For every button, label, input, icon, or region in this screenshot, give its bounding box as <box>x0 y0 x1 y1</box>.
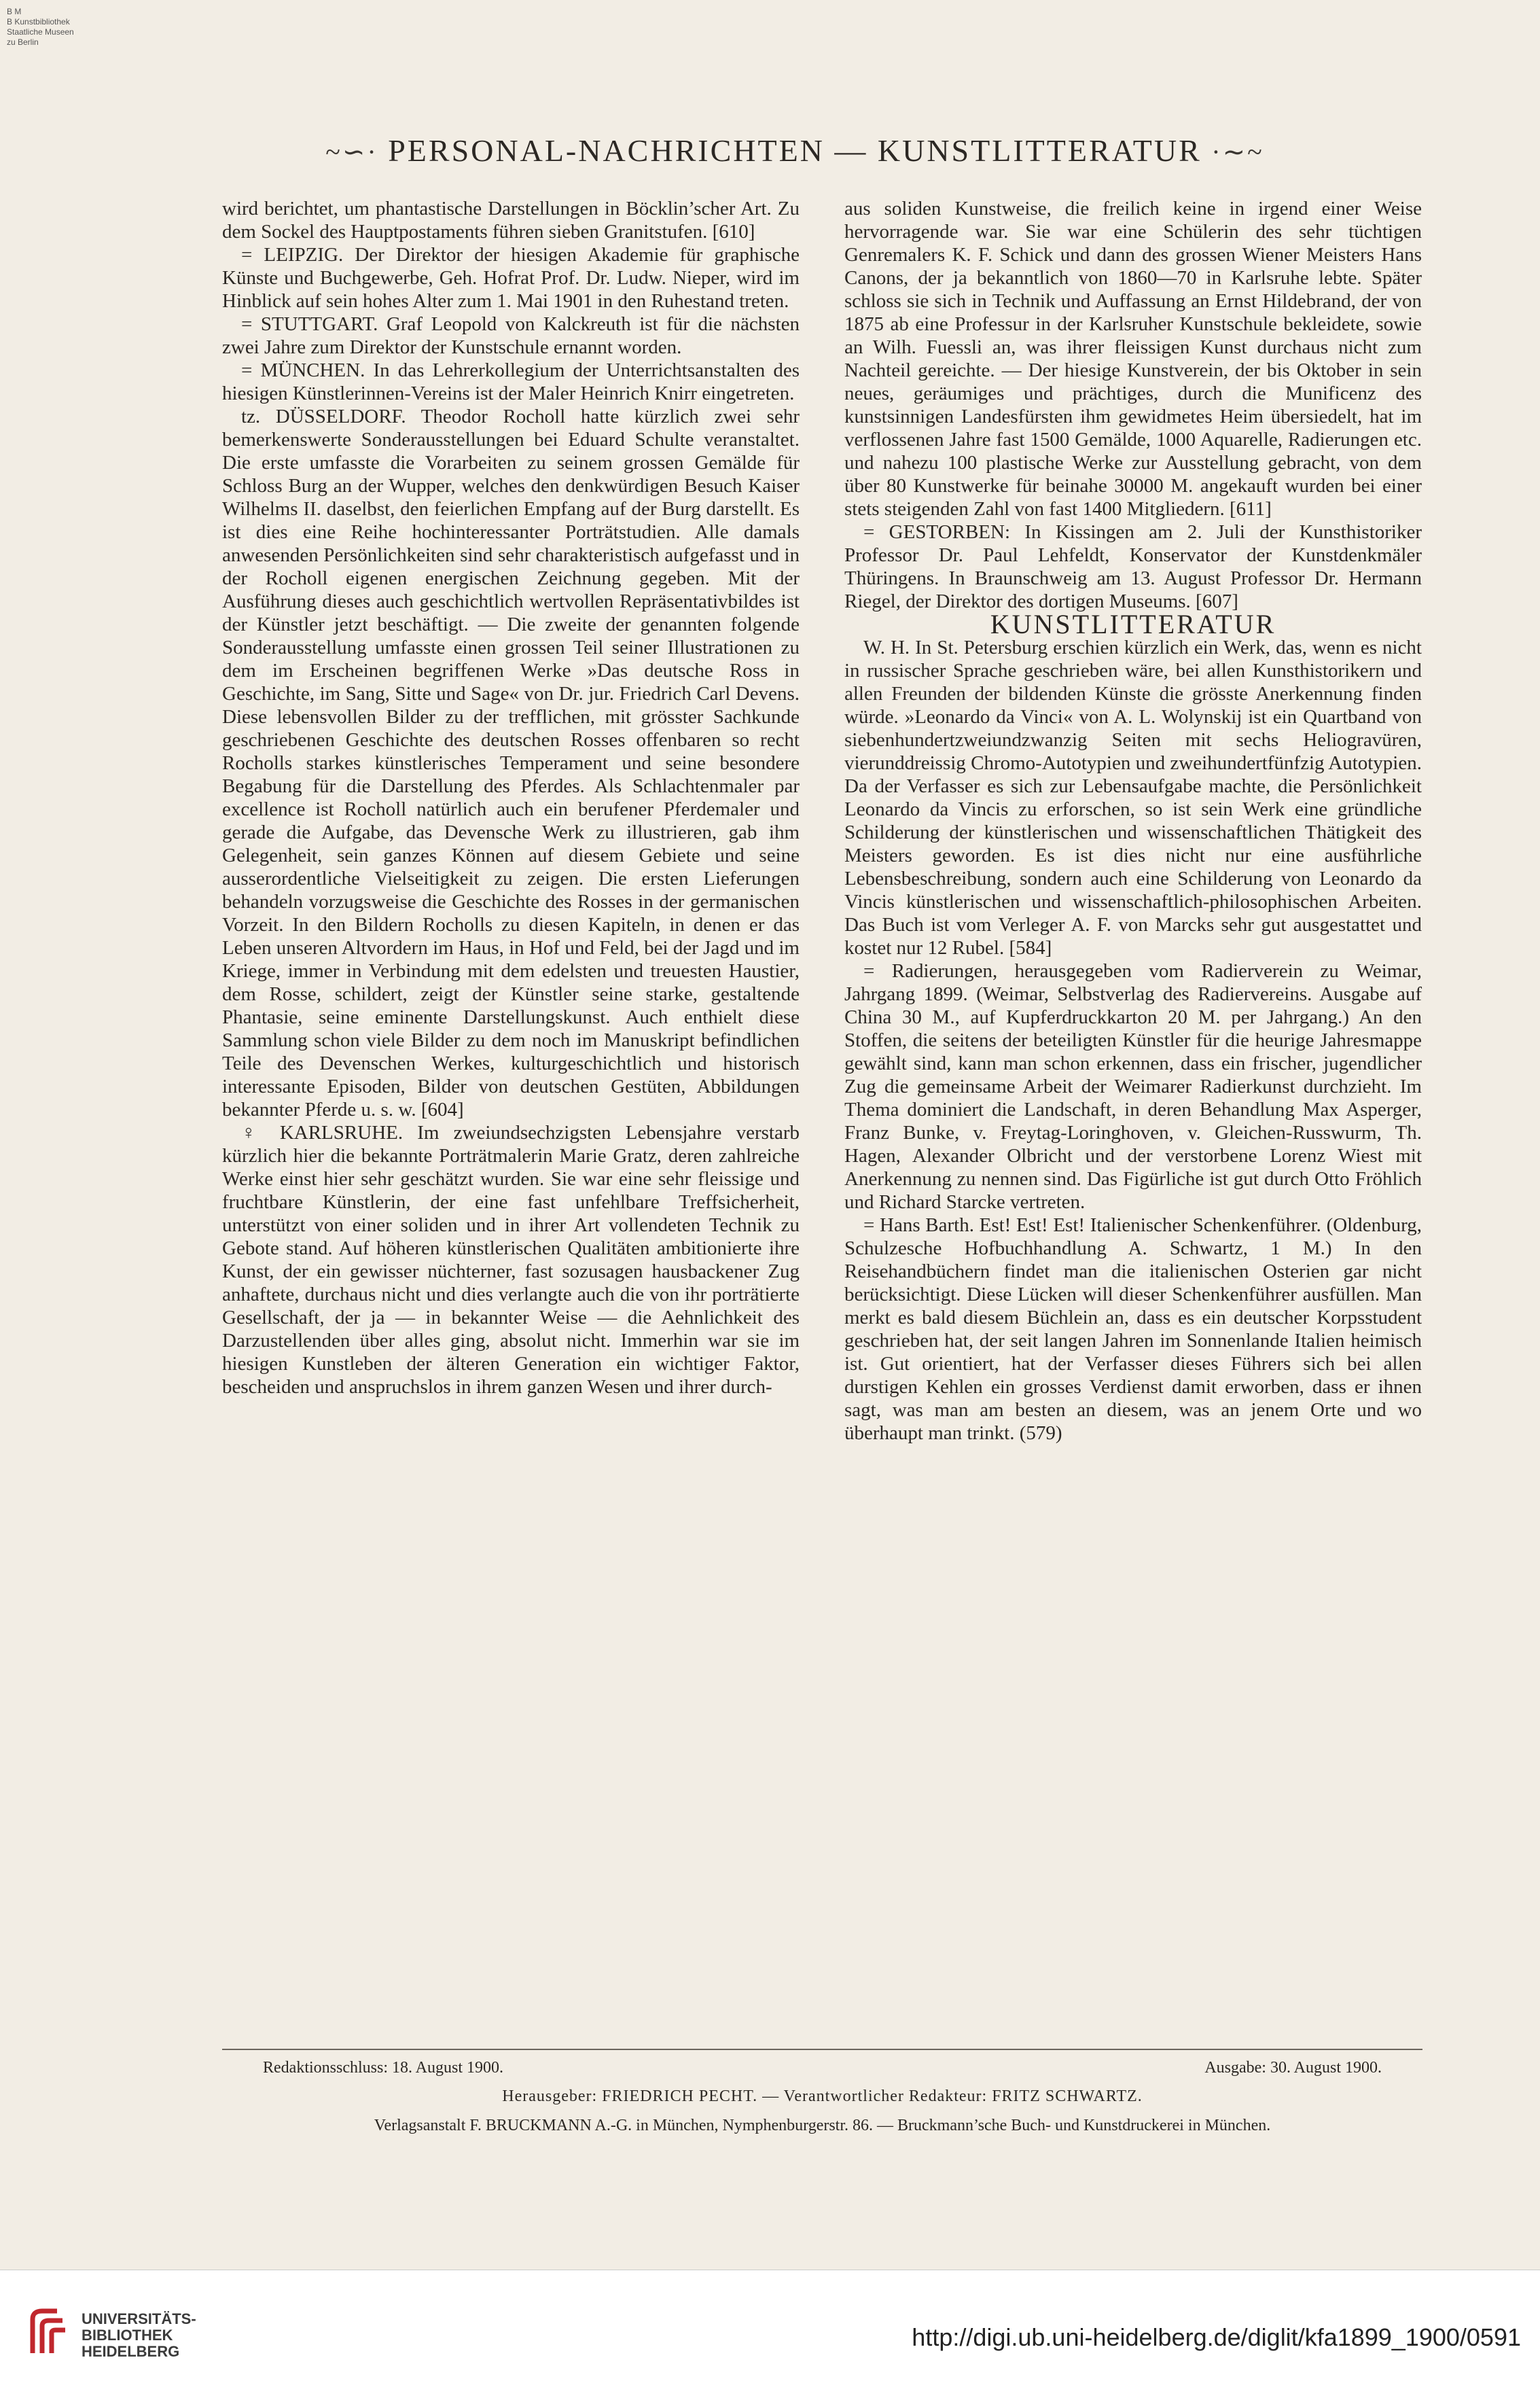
library-stamp <box>7 7 74 48</box>
library-name-line: UNIVERSITÄTS- <box>82 2310 196 2327</box>
review-paragraph: = Radierungen, herausgegeben vom Radierverein zu Weimar, Jahrgang 1899. (Weimar, Selbstverlag des Radiervereins. Ausgabe auf China 30 M., auf Kupferdruckkarton 20 M. per Jahrgang.) An den Stoffen, die seitens der beteiligten Künstler für die heurige Jahresmappe gewählt sind, kann man schon erkennen, dass ein frischer, jugendlicher Zug die gemeinsame Arbeit der Weimarer Radierkunst durchzieht. Im Thema dominiert die Landschaft, in deren Behandlung Max Asperger, Franz Bunke, v. Freytag-Loringhoven, v. Gleichen-Russwurm, Th. Hagen, Alexander Olbricht und der verstorbene Lorenz Wiest mit Anerkennung zu nennen sind. Das Figürliche ist gut durch Otto Fröhlich und Richard Starcke vertreten. <box>844 960 1422 1213</box>
library-name <box>82 2311 196 2360</box>
article-paragraph: wird berichtet, um phantastische Darstellungen in Böcklin’scher Art. Zu dem Sockel des Hauptpostaments führen sieben Granitstufen. [610] <box>222 198 800 243</box>
digitization-bar <box>0 2270 1540 2398</box>
ornament-left-icon: ~∽· <box>325 137 378 167</box>
redaktionsschluss: Redaktionsschluss: 18. August 1900. <box>263 2059 504 2077</box>
article-paragraph: ♀ KARLSRUHE. Im zweiundsechzigsten Lebensjahre verstarb kürzlich hier die bekannte Porträtmalerin Marie Gratz, deren zahlreiche Werke einst hier sehr geschätzt wurden. Sie war eine sehr fleissige und fruchtbare Künstlerin, der eine fast unfehlbare Treffsicherheit, unterstützt von einer soliden und in ihrer Art vollendeten Technik zu Gebote stand. Auf höheren künstlerischen Qualitäten ambitionierte ihre Kunst, der ein gewisser nüchterner, fast sozusagen hausbackener Zug anhaftete, durchaus nicht und dies verlangte auch die von ihr porträtierte Gesellschaft, der ja — in bekannter Weise — die Aehnlichkeit des Darzustellenden über alles ging, absolut nicht. Immerhin war sie im hiesigen Kunstleben der älteren Generation ein wichtiger Faktor, bescheiden und anspruchslos in ihrem ganzen Wesen und ihrer durch- <box>222 1122 800 1398</box>
footer-divider <box>222 2049 1422 2050</box>
left-column <box>222 197 800 1398</box>
library-name-line: BIBLIOTHEK <box>82 2327 173 2344</box>
right-column <box>844 197 1422 1445</box>
page-title: PERSONAL-NACHRICHTEN — KUNSTLITTERATUR <box>388 133 1202 168</box>
stamp-line: B Kunstbibliothek <box>7 17 70 27</box>
stamp-line: zu Berlin <box>7 37 39 47</box>
stamp-line: B M <box>7 7 22 16</box>
permalink-url[interactable]: http://digi.ub.uni-heidelberg.de/diglit/kfa1899_1900/0591 <box>912 2323 1521 2351</box>
library-name-line: HEIDELBERG <box>82 2343 180 2360</box>
article-paragraph: = LEIPZIG. Der Direktor der hiesigen Akademie für graphische Künste und Buchgewerbe, Geh. Hofrat Prof. Dr. Ludw. Nieper, wird im Hinblick auf sein hohes Alter zum 1. Mai 1901 in den Ruhestand treten. <box>222 244 800 312</box>
article-paragraph: = GESTORBEN: In Kissingen am 2. Juli der Kunsthistoriker Professor Dr. Paul Lehfeldt, Konservator der Kunstdenkmäler Thüringens. In Braunschweig am 13. August Professor Dr. Hermann Riegel, der Direktor des dortigen Museums. [607] <box>844 521 1422 612</box>
article-paragraph: = STUTTGART. Graf Leopold von Kalckreuth ist für die nächsten zwei Jahre zum Direktor der Kunstschule ernannt worden. <box>222 313 800 358</box>
footer-herausgeber: Herausgeber: FRIEDRICH PECHT. — Verantwortlicher Redakteur: FRITZ SCHWARTZ. <box>502 2087 1143 2105</box>
article-paragraph: tz. DÜSSELDORF. Theodor Rocholl hatte kürzlich zwei sehr bemerkenswerte Sonderausstellungen bei Eduard Schulte veranstaltet. Die erste umfasste die Vorarbeiten zu seinem grossen Gemälde für Schloss Burg an der Wupper, welches den denkwürdigen Besuch Kaiser Wilhelms II. daselbst, den feierlichen Empfang auf der Burg darstellt. Es ist dies eine Reihe hochinteressanter Porträtstudien. Alle damals anwesenden Persönlichkeiten sind sehr charakteristisch aufgefasst und in der Rocholl eigenen energischen Zeichnung gegeben. Mit der Ausführung dieses auch geschichtlich wertvollen Repräsentativbildes ist der Künstler jetzt beschäftigt. — Die zweite der genannten folgende Sonderausstellung umfasste einen grossen Teil seiner Illustrationen zu dem im Erscheinen begriffenen Werke »Das deutsche Ross in Geschichte, im Sang, Sitte und Sage« von Dr. jur. Friedrich Carl Devens. Diese lebensvollen Bilder zu der trefflichen, mit grösster Sachkunde geschriebenen Geschichte des deutschen Rosses offenbaren so recht Rocholls starkes künstlerisches Temperament und seine besondere Begabung für die Darstellung des Pferdes. Als Schlachtenmaler par excellence ist Rocholl natürlich auch ein berufener Pferdemaler und gerade die Aufgabe, das Devensche Werk zu illustrieren, gab ihm Gelegenheit, sein ganzes Können auf diesem Gebiete und seine ausserordentliche Vielseitigkeit zu zeigen. Die ersten Lieferungen behandeln vorzugsweise die Geschichte des Rosses in der germanischen Vorzeit. In den Bildern Rocholls zu diesen Kapiteln, in denen er das Leben unseren Altvordern im Haus, in Hof und Feld, bei der Jagd und im Kriege, immer in Verbindung mit dem edelsten und treuesten Haustier, dem Rosse, schildert, zeigt der Künstler seine starke, gestaltende Phantasie, seine eminente Darstellungskunst. Auch enthielt diese Sammlung schon viele Bilder zu dem noch im Manuskript befindlichen Teile des Devenschen Werkes, kulturgeschichtlich und historisch interessante Episoden, Bilder von deutschen Gestüten, Abbildungen bekannter Pferde u. s. w. [604] <box>222 406 800 1121</box>
ausgabe-date: Ausgabe: 30. August 1900. <box>1204 2059 1382 2077</box>
stamp-line: Staatliche Museen <box>7 27 74 37</box>
ornament-right-icon: ·∼~ <box>1211 137 1264 167</box>
review-paragraph: = Hans Barth. Est! Est! Est! Italienischer Schenkenführer. (Oldenburg, Schulzesche Hofbuchhandlung A. Schwartz, 1 M.) In den Reisehandbüchern findet man die italienischen Osterien gar nicht berücksichtigt. Diese Lücken will dieser Schenkenführer ausfüllen. Man merkt es bald diesem Büchlein an, dass es ein deutscher Korpsstudent geschrieben hat, der seit langen Jahren im Sonnenlande Italien heimisch ist. Gut orientiert, hat der Verfasser dieses Führers sich bei allen durstigen Kehlen ein grosses Verdienst damit erworben, dass er ihnen sagt, was man am besten an diesem, was an jenem Orte und wo überhaupt man trinkt. (579) <box>844 1214 1422 1444</box>
review-paragraph: W. H. In St. Petersburg erschien kürzlich ein Werk, das, wenn es nicht in russischer Sprache geschrieben wäre, bei allen Kunsthistorikern und allen Freunden der bildenden Künste die grösste Anerkennung finden würde. »Leonardo da Vinci« von A. L. Wolynskij ist ein Quartband von siebenhundertzweiundzwanzig Seiten mit sechs Heliogravüren, vierunddreissig Chromo-Autotypien und zweihundertfünfzig Autotypien. Da der Verfasser es sich zur Lebensaufgabe machte, die Persönlichkeit Leonardo da Vincis zu erforschen, so ist sein Werk eine gründliche Schilderung der künstlerischen und wissenschaftlichen Thätigkeit des Meisters geworden. Es ist dies nicht nur eine ausführliche Lebensbeschreibung, sondern auch eine Schilderung von Leonardo da Vincis künstlerischen und wissenschaftlich-philosophischen Arbeiten. Das Buch ist vom Verleger A. F. von Marcks sehr gut ausgestattet und kostet nur 12 Rubel. [584] <box>844 637 1422 959</box>
footer-verlag: Verlagsanstalt F. BRUCKMANN A.-G. in München, Nymphenburgerstr. 86. — Bruckmann’sche Buch- und Kunstdruckerei in München. <box>374 2117 1271 2134</box>
section-title: KUNSTLITTERATUR <box>990 609 1276 639</box>
article-paragraph: aus soliden Kunstweise, die freilich keine in irgend einer Weise hervorragende war. Sie war eine Schülerin des sehr tüchtigen Genremalers K. F. Schick und dann des grossen Wiener Meisters Hans Canons, der ja bekanntlich von 1860—70 in Karlsruhe lebte. Später schloss sie sich in Technik und Auffassung an Ernst Hildebrand, der von 1875 ab eine Professur in der Karlsruher Kunstschule bekleidete, sowie an Wilh. Fuessli an, was ihrer fleissigen Kunst durchaus nicht zum Nachteil gereichte. — Der hiesige Kunstverein, der bis Oktober in sein neues, geräumiges und prächtiges, durch die Munificenz des kunstsinnigen Landesfürsten ihm gewidmetes Heim übersiedelt, hat im verflossenen Jahre fast 1500 Gemälde, 1000 Aquarelle, Radierungen etc. und nahezu 100 plastische Werke zur Ausstellung gebracht, von dem über 80 Kunstwerke für beinahe 30000 M. angekauft wurden bei einer stets steigenden Zahl von fast 1400 Mitgliedern. [611] <box>844 198 1422 520</box>
page-header <box>217 133 1372 169</box>
ub-heidelberg-logo-icon <box>27 2306 68 2360</box>
article-paragraph: = MÜNCHEN. In das Lehrerkollegium der Unterrichtsanstalten des hiesigen Künstlerinnen-Vereins ist der Maler Heinrich Knirr eingetreten. <box>222 359 800 404</box>
